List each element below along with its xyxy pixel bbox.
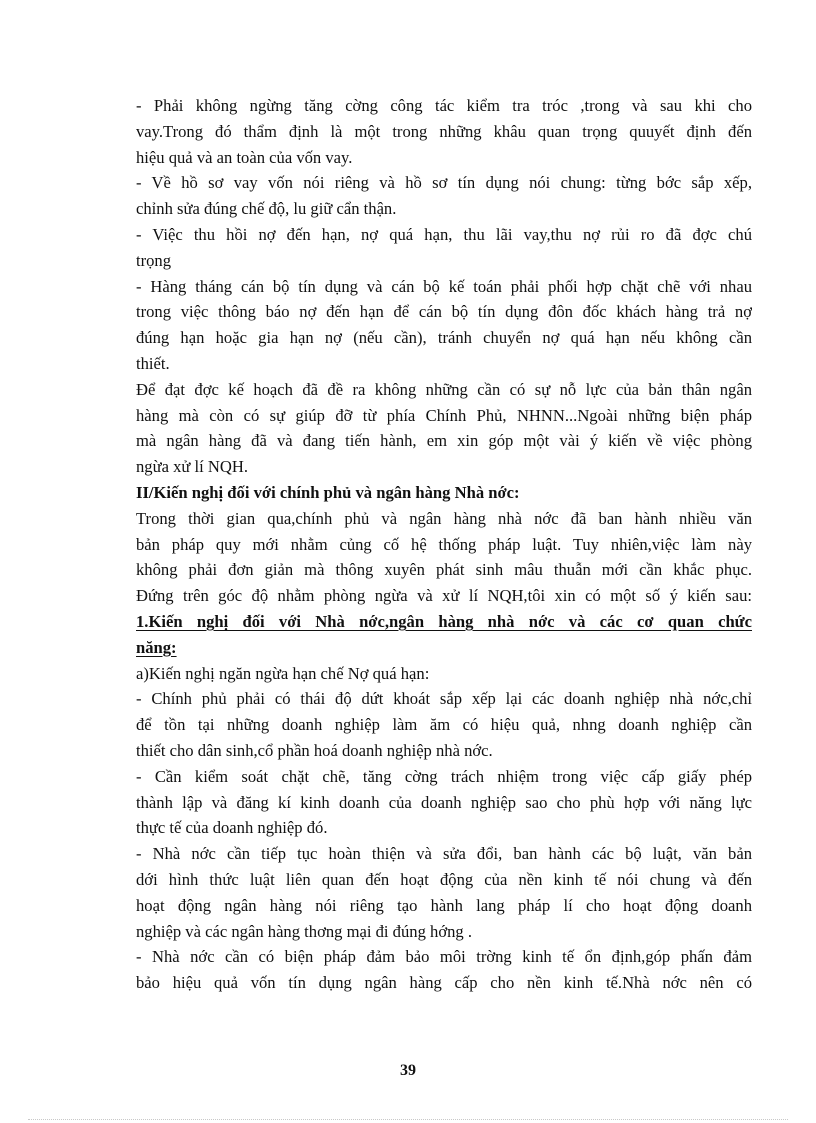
text-line: hoạt động ngân hàng nói riêng tạo hành lang pháp lí cho hoạt động doanh [136,895,752,915]
text-line: - Về hồ sơ vay vốn nói riêng và hồ sơ tín dụng nói chung: từng bớc sắp xếp, [136,173,752,193]
section-heading: II/Kiến nghị đối với chính phủ và ngân hàng Nhà nớc: [136,482,520,502]
text-line: thiết. [136,353,170,373]
text-line: ngừa xử lí NQH. [136,457,249,477]
page-bottom-divider [28,1119,788,1120]
text-line: - Việc thu hồi nợ đến hạn, nợ quá hạn, thu lãi vay,thu nợ rủi ro đã đợc chú [136,224,752,244]
text-line: trọng [136,250,172,270]
text-line: thiết cho dân sinh,cổ phần hoá doanh nghiệp nhà nớc. [136,740,493,760]
text-line: không phải đơn giản mà thông xuyên phát sinh mâu thuẫn mới cần khắc phục. [136,560,752,580]
text-line: Trong thời gian qua,chính phủ và ngân hàng nhà nớc đã ban hành nhiều văn [136,508,752,528]
text-line: Để đạt đợc kế hoạch đã đề ra không những cần có sự nỗ lực của bản thân ngân [136,379,752,399]
text-line: - Chính phủ phải có thái độ dứt khoát sắp xếp lại các doanh nghiệp nhà nớc,chỉ [136,689,752,709]
text-line: bảo hiệu quả vốn tín dụng ngân hàng cấp cho nền kinh tế.Nhà nớc nên có [136,973,752,993]
text-line: - Nhà nớc cần có biện pháp đảm bảo môi trờng kinh tế ổn định,góp phấn đảm [136,947,752,967]
document-body [136,93,752,996]
subsection-heading-continued: năng: [136,637,177,657]
text-line: hiệu quả và an toàn của vốn vay. [136,147,353,167]
text-line: - Cần kiểm soát chặt chẽ, tăng cờng trách nhiệm trong việc cấp giấy phép [136,766,752,786]
text-line: vay.Trong đó thẩm định là một trong những khâu quan trọng quuyết định đến [136,121,752,141]
text-line: bản pháp quy mới nhằm củng cố hệ thống pháp luật. Tuy nhiên,việc làm này [136,534,752,554]
text-line: - Nhà nớc cần tiếp tục hoàn thiện và sửa đổi, ban hành các bộ luật, văn bản [136,844,752,864]
text-line: đúng hạn hoặc gia hạn nợ (nếu cần), tránh chuyển nợ quá hạn nếu không cần [136,328,752,348]
text-line: thực tế của doanh nghiệp đó. [136,818,328,838]
text-line: - Hàng tháng cán bộ tín dụng và cán bộ kế toán phải phối hợp chặt chẽ với nhau [136,276,752,296]
text-line: dới hình thức luật liên quan đến hoạt động của nền kinh tế nói chung và đến [136,869,752,889]
subsection-heading: 1.Kiến nghị đối với Nhà nớc,ngân hàng nhà nớc và các cơ quan chức [136,611,752,631]
text-line: trong việc thông báo nợ đến hạn để cán bộ tín dụng đôn đốc khách hàng trả nợ [136,302,752,322]
subheading: a)Kiến nghị ngăn ngừa hạn chế Nợ quá hạn: [136,663,430,683]
page-number: 39 [400,1062,416,1079]
text-line: - Phải không ngừng tăng cờng công tác kiểm tra tróc ,trong và sau khi cho [136,96,752,115]
text-line: mà ngân hàng đã và đang tiến hành, em xin góp một vài ý kiến về việc phòng [136,431,752,451]
text-line: chỉnh sửa đúng chế độ, lu giữ cẩn thận. [136,199,397,219]
text-line: để tồn tại những doanh nghiệp làm ăm có hiệu quả, nhng doanh nghiệp cần [136,715,752,735]
text-line: hàng mà còn có sự giúp đỡ từ phía Chính Phủ, NHNN...Ngoài những biện pháp [136,405,752,425]
text-line: thành lập và đăng kí kinh doanh của doanh nghiệp sao cho phù hợp với năng lực [136,792,752,812]
text-line: nghiệp và các ngân hàng thơng mại đi đúng hớng . [136,921,472,941]
text-line: Đứng trên góc độ nhằm phòng ngừa và xử lí NQH,tôi xin có một số ý kiến sau: [136,586,752,606]
